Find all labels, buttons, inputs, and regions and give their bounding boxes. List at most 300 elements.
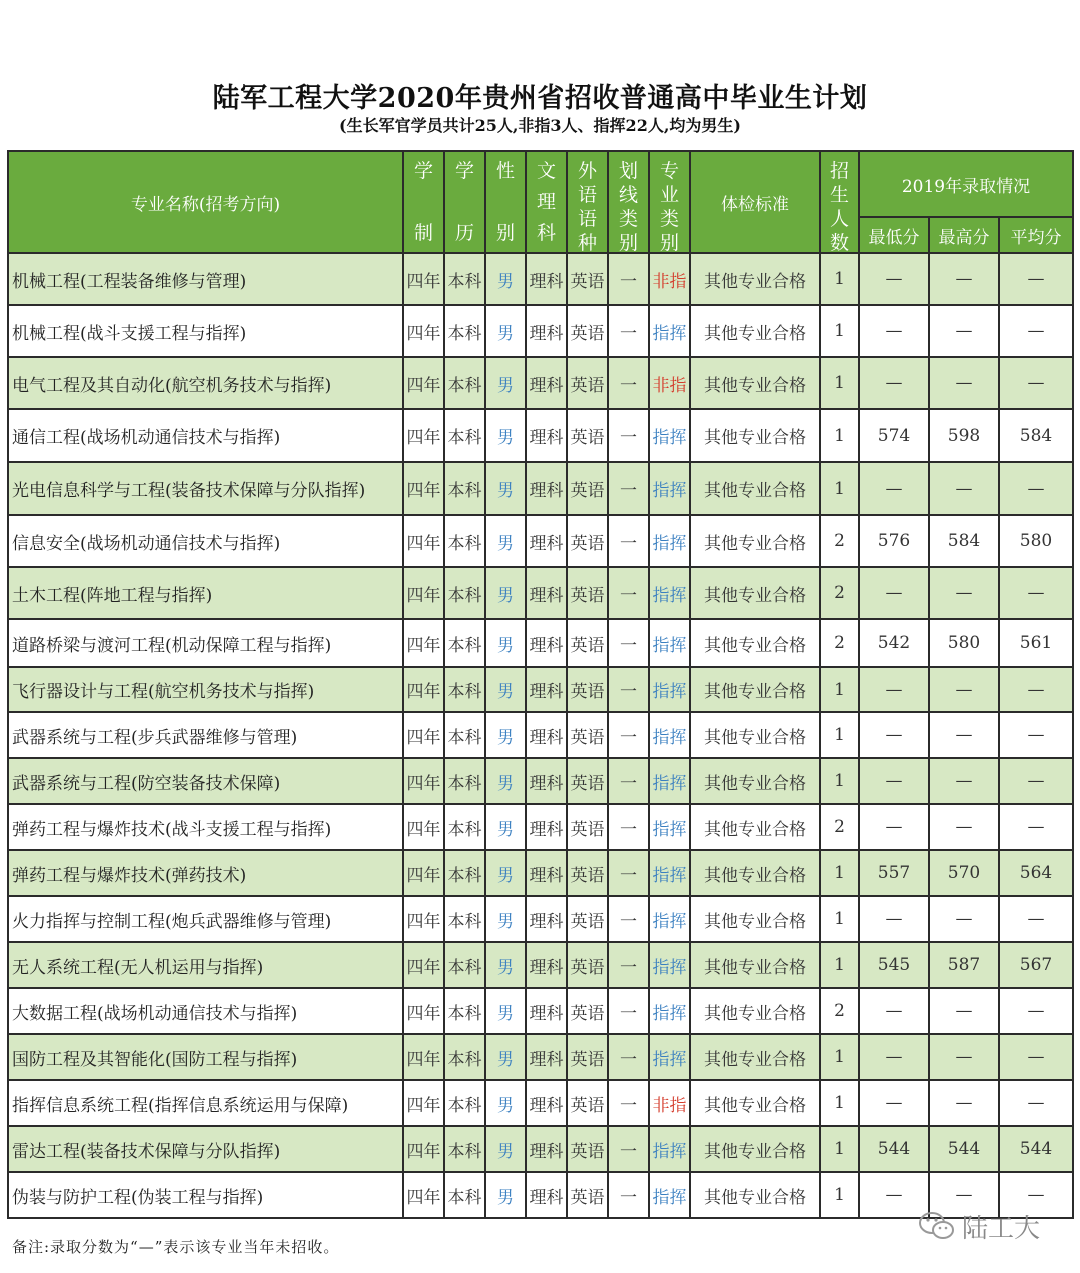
min-score-cell: — [859, 462, 929, 515]
quota-cell: 1 [820, 1034, 859, 1080]
wenli-cell: 理科 [526, 758, 567, 804]
physical-standard-cell: 其他专业合格 [690, 1172, 820, 1218]
gender-cell: 男 [485, 357, 526, 409]
major-name-cell: 通信工程(战场机动通信技术与指挥) [8, 409, 403, 462]
min-score-cell: — [859, 1172, 929, 1218]
physical-standard-cell: 其他专业合格 [690, 942, 820, 988]
language-cell: 英语 [567, 515, 608, 567]
language-cell: 英语 [567, 357, 608, 409]
language-cell: 英语 [567, 712, 608, 758]
min-score-cell: — [859, 567, 929, 619]
max-score-cell: 544 [929, 1126, 999, 1172]
gender-cell: 男 [485, 305, 526, 357]
line-type-cell: 一 [608, 1126, 649, 1172]
physical-standard-cell: 其他专业合格 [690, 305, 820, 357]
language-cell: 英语 [567, 942, 608, 988]
line-type-cell: 一 [608, 667, 649, 712]
table-row [8, 850, 1073, 896]
xuezhi-cell: 四年 [403, 1126, 444, 1172]
xuezhi-cell: 四年 [403, 305, 444, 357]
wenli-cell: 理科 [526, 988, 567, 1034]
wenli-cell: 理科 [526, 804, 567, 850]
enrollment-table [7, 150, 1074, 1219]
xuezhi-cell: 四年 [403, 896, 444, 942]
language-cell: 英语 [567, 896, 608, 942]
min-score-cell: — [859, 896, 929, 942]
physical-standard-cell: 其他专业合格 [690, 712, 820, 758]
min-score-cell: — [859, 305, 929, 357]
avg-score-cell: — [999, 305, 1073, 357]
physical-standard-cell: 其他专业合格 [690, 804, 820, 850]
table-row [8, 357, 1073, 409]
physical-standard-cell: 其他专业合格 [690, 850, 820, 896]
major-type-cell: 非指 [649, 357, 690, 409]
avg-score-cell: 544 [999, 1126, 1073, 1172]
physical-standard-cell: 其他专业合格 [690, 1080, 820, 1126]
gender-cell: 男 [485, 253, 526, 305]
language-cell: 英语 [567, 1034, 608, 1080]
table-row [8, 1126, 1073, 1172]
header-huaxian: 划 线 类 别 [608, 151, 649, 253]
max-score-cell: — [929, 667, 999, 712]
quota-cell: 2 [820, 988, 859, 1034]
header-tijian: 体检标准 [690, 151, 820, 253]
header-waiyu: 外 语 语 种 [567, 151, 608, 253]
table-row [8, 758, 1073, 804]
max-score-cell: — [929, 712, 999, 758]
wechat-icon [918, 1210, 956, 1242]
xuezhi-cell: 四年 [403, 1034, 444, 1080]
table-row [8, 305, 1073, 357]
major-type-cell: 指挥 [649, 305, 690, 357]
xuezhi-cell: 四年 [403, 357, 444, 409]
physical-standard-cell: 其他专业合格 [690, 462, 820, 515]
avg-score-cell: — [999, 758, 1073, 804]
language-cell: 英语 [567, 850, 608, 896]
avg-score-cell: 567 [999, 942, 1073, 988]
major-name-cell: 弹药工程与爆炸技术(战斗支援工程与指挥) [8, 804, 403, 850]
gender-cell: 男 [485, 896, 526, 942]
line-type-cell: 一 [608, 1172, 649, 1218]
major-type-cell: 指挥 [649, 896, 690, 942]
wenli-cell: 理科 [526, 462, 567, 515]
max-score-cell: — [929, 758, 999, 804]
watermark-text: 陆工大 [962, 1213, 1041, 1244]
min-score-cell: — [859, 988, 929, 1034]
min-score-cell: — [859, 253, 929, 305]
min-score-cell: 545 [859, 942, 929, 988]
max-score-cell: — [929, 1080, 999, 1126]
major-type-cell: 指挥 [649, 1034, 690, 1080]
wenli-cell: 理科 [526, 896, 567, 942]
max-score-cell: 580 [929, 619, 999, 667]
major-name-cell: 大数据工程(战场机动通信技术与指挥) [8, 988, 403, 1034]
quota-cell: 1 [820, 942, 859, 988]
max-score-cell: — [929, 1034, 999, 1080]
xuezhi-cell: 四年 [403, 409, 444, 462]
xuezhi-cell: 四年 [403, 804, 444, 850]
wenli-cell: 理科 [526, 567, 567, 619]
line-type-cell: 一 [608, 804, 649, 850]
quota-cell: 1 [820, 305, 859, 357]
wenli-cell: 理科 [526, 253, 567, 305]
avg-score-cell: — [999, 1034, 1073, 1080]
min-score-cell: 574 [859, 409, 929, 462]
language-cell: 英语 [567, 667, 608, 712]
physical-standard-cell: 其他专业合格 [690, 758, 820, 804]
xueli-cell: 本科 [444, 1172, 485, 1218]
xuezhi-cell: 四年 [403, 567, 444, 619]
line-type-cell: 一 [608, 758, 649, 804]
min-score-cell: — [859, 804, 929, 850]
gender-cell: 男 [485, 988, 526, 1034]
max-score-cell: — [929, 305, 999, 357]
table-header [8, 151, 1073, 253]
xuezhi-cell: 四年 [403, 758, 444, 804]
xueli-cell: 本科 [444, 942, 485, 988]
xueli-cell: 本科 [444, 758, 485, 804]
min-score-cell: — [859, 357, 929, 409]
xueli-cell: 本科 [444, 515, 485, 567]
major-name-cell: 机械工程(战斗支援工程与指挥) [8, 305, 403, 357]
header-avg-score: 平均分 [999, 217, 1073, 253]
table-row [8, 462, 1073, 515]
header-xingbie: 性 别 [485, 151, 526, 253]
quota-cell: 1 [820, 758, 859, 804]
wenli-cell: 理科 [526, 515, 567, 567]
min-score-cell: 557 [859, 850, 929, 896]
physical-standard-cell: 其他专业合格 [690, 515, 820, 567]
table-row [8, 942, 1073, 988]
gender-cell: 男 [485, 619, 526, 667]
gender-cell: 男 [485, 1034, 526, 1080]
language-cell: 英语 [567, 462, 608, 515]
language-cell: 英语 [567, 619, 608, 667]
major-type-cell: 指挥 [649, 804, 690, 850]
line-type-cell: 一 [608, 462, 649, 515]
avg-score-cell: — [999, 804, 1073, 850]
max-score-cell: — [929, 988, 999, 1034]
avg-score-cell: — [999, 667, 1073, 712]
table-row [8, 409, 1073, 462]
table-row [8, 1080, 1073, 1126]
xuezhi-cell: 四年 [403, 1172, 444, 1218]
max-score-cell: 598 [929, 409, 999, 462]
physical-standard-cell: 其他专业合格 [690, 667, 820, 712]
line-type-cell: 一 [608, 988, 649, 1034]
gender-cell: 男 [485, 1126, 526, 1172]
quota-cell: 1 [820, 1126, 859, 1172]
max-score-cell: 584 [929, 515, 999, 567]
table-row [8, 515, 1073, 567]
physical-standard-cell: 其他专业合格 [690, 1126, 820, 1172]
line-type-cell: 一 [608, 1080, 649, 1126]
xueli-cell: 本科 [444, 462, 485, 515]
gender-cell: 男 [485, 1080, 526, 1126]
major-type-cell: 非指 [649, 253, 690, 305]
wenli-cell: 理科 [526, 667, 567, 712]
avg-score-cell: — [999, 462, 1073, 515]
gender-cell: 男 [485, 462, 526, 515]
min-score-cell: — [859, 667, 929, 712]
wenli-cell: 理科 [526, 1126, 567, 1172]
max-score-cell: — [929, 462, 999, 515]
gender-cell: 男 [485, 1172, 526, 1218]
gender-cell: 男 [485, 804, 526, 850]
language-cell: 英语 [567, 253, 608, 305]
quota-cell: 1 [820, 409, 859, 462]
gender-cell: 男 [485, 758, 526, 804]
major-name-cell: 伪装与防护工程(伪装工程与指挥) [8, 1172, 403, 1218]
major-name-cell: 国防工程及其智能化(国防工程与指挥) [8, 1034, 403, 1080]
wenli-cell: 理科 [526, 712, 567, 758]
header-wenli: 文 理 科 [526, 151, 567, 253]
xuezhi-cell: 四年 [403, 619, 444, 667]
wenli-cell: 理科 [526, 1034, 567, 1080]
xuezhi-cell: 四年 [403, 667, 444, 712]
major-type-cell: 指挥 [649, 619, 690, 667]
major-name-cell: 指挥信息系统工程(指挥信息系统运用与保障) [8, 1080, 403, 1126]
wenli-cell: 理科 [526, 409, 567, 462]
major-name-cell: 飞行器设计与工程(航空机务技术与指挥) [8, 667, 403, 712]
avg-score-cell: — [999, 357, 1073, 409]
avg-score-cell: 584 [999, 409, 1073, 462]
xueli-cell: 本科 [444, 409, 485, 462]
physical-standard-cell: 其他专业合格 [690, 253, 820, 305]
avg-score-cell: — [999, 988, 1073, 1034]
major-name-cell: 电气工程及其自动化(航空机务技术与指挥) [8, 357, 403, 409]
xueli-cell: 本科 [444, 567, 485, 619]
header-major-name: 专业名称(招考方向) [8, 151, 403, 253]
xueli-cell: 本科 [444, 896, 485, 942]
header-record-2019: 2019年录取情况 [859, 151, 1073, 217]
table-row [8, 1172, 1073, 1218]
quota-cell: 1 [820, 253, 859, 305]
line-type-cell: 一 [608, 942, 649, 988]
major-name-cell: 机械工程(工程装备维修与管理) [8, 253, 403, 305]
language-cell: 英语 [567, 1172, 608, 1218]
max-score-cell: — [929, 896, 999, 942]
gender-cell: 男 [485, 850, 526, 896]
xueli-cell: 本科 [444, 804, 485, 850]
major-type-cell: 指挥 [649, 409, 690, 462]
max-score-cell: — [929, 804, 999, 850]
quota-cell: 1 [820, 357, 859, 409]
table-row [8, 988, 1073, 1034]
avg-score-cell: 561 [999, 619, 1073, 667]
avg-score-cell: — [999, 896, 1073, 942]
xuezhi-cell: 四年 [403, 988, 444, 1034]
min-score-cell: — [859, 758, 929, 804]
gender-cell: 男 [485, 667, 526, 712]
physical-standard-cell: 其他专业合格 [690, 409, 820, 462]
language-cell: 英语 [567, 1126, 608, 1172]
major-type-cell: 指挥 [649, 850, 690, 896]
major-name-cell: 无人系统工程(无人机运用与指挥) [8, 942, 403, 988]
xueli-cell: 本科 [444, 1126, 485, 1172]
wenli-cell: 理科 [526, 1172, 567, 1218]
language-cell: 英语 [567, 804, 608, 850]
physical-standard-cell: 其他专业合格 [690, 896, 820, 942]
avg-score-cell: — [999, 712, 1073, 758]
line-type-cell: 一 [608, 409, 649, 462]
major-type-cell: 非指 [649, 1080, 690, 1126]
gender-cell: 男 [485, 409, 526, 462]
xuezhi-cell: 四年 [403, 1080, 444, 1126]
quota-cell: 1 [820, 896, 859, 942]
page-title: 陆军工程大学2020年贵州省招收普通高中毕业生计划 [212, 83, 868, 114]
header-zhaosheng: 招 生 人 数 [820, 151, 859, 253]
header-min-score: 最低分 [859, 217, 929, 253]
major-type-cell: 指挥 [649, 942, 690, 988]
avg-score-cell: 580 [999, 515, 1073, 567]
max-score-cell: — [929, 253, 999, 305]
gender-cell: 男 [485, 942, 526, 988]
min-score-cell: 542 [859, 619, 929, 667]
quota-cell: 1 [820, 712, 859, 758]
quota-cell: 1 [820, 1172, 859, 1218]
quota-cell: 2 [820, 804, 859, 850]
major-type-cell: 指挥 [649, 515, 690, 567]
table-row [8, 667, 1073, 712]
quota-cell: 2 [820, 567, 859, 619]
avg-score-cell: 564 [999, 850, 1073, 896]
min-score-cell: 544 [859, 1126, 929, 1172]
quota-cell: 2 [820, 619, 859, 667]
major-type-cell: 指挥 [649, 462, 690, 515]
xueli-cell: 本科 [444, 712, 485, 758]
gender-cell: 男 [485, 515, 526, 567]
major-type-cell: 指挥 [649, 667, 690, 712]
table-body [8, 253, 1073, 1218]
xuezhi-cell: 四年 [403, 253, 444, 305]
physical-standard-cell: 其他专业合格 [690, 619, 820, 667]
major-type-cell: 指挥 [649, 758, 690, 804]
xueli-cell: 本科 [444, 253, 485, 305]
major-name-cell: 信息安全(战场机动通信技术与指挥) [8, 515, 403, 567]
major-name-cell: 武器系统与工程(防空装备技术保障) [8, 758, 403, 804]
line-type-cell: 一 [608, 515, 649, 567]
max-score-cell: 587 [929, 942, 999, 988]
major-type-cell: 指挥 [649, 567, 690, 619]
header-xueli: 学 历 [444, 151, 485, 253]
header-zhuanye: 专 业 类 别 [649, 151, 690, 253]
language-cell: 英语 [567, 409, 608, 462]
xueli-cell: 本科 [444, 850, 485, 896]
major-type-cell: 指挥 [649, 988, 690, 1034]
line-type-cell: 一 [608, 357, 649, 409]
line-type-cell: 一 [608, 305, 649, 357]
wenli-cell: 理科 [526, 942, 567, 988]
table-row [8, 896, 1073, 942]
avg-score-cell: — [999, 253, 1073, 305]
major-name-cell: 火力指挥与控制工程(炮兵武器维修与管理) [8, 896, 403, 942]
line-type-cell: 一 [608, 712, 649, 758]
max-score-cell: — [929, 1172, 999, 1218]
xueli-cell: 本科 [444, 1080, 485, 1126]
wenli-cell: 理科 [526, 619, 567, 667]
xuezhi-cell: 四年 [403, 850, 444, 896]
xueli-cell: 本科 [444, 619, 485, 667]
wenli-cell: 理科 [526, 357, 567, 409]
language-cell: 英语 [567, 567, 608, 619]
footnote: 备注:录取分数为“—”表示该专业当年未招收。 [12, 1238, 340, 1256]
table-row [8, 712, 1073, 758]
line-type-cell: 一 [608, 253, 649, 305]
line-type-cell: 一 [608, 567, 649, 619]
table-row [8, 804, 1073, 850]
table-row [8, 1034, 1073, 1080]
wenli-cell: 理科 [526, 1080, 567, 1126]
language-cell: 英语 [567, 1080, 608, 1126]
major-name-cell: 道路桥梁与渡河工程(机动保障工程与指挥) [8, 619, 403, 667]
major-type-cell: 指挥 [649, 712, 690, 758]
avg-score-cell: — [999, 1080, 1073, 1126]
wenli-cell: 理科 [526, 850, 567, 896]
line-type-cell: 一 [608, 1034, 649, 1080]
header-max-score: 最高分 [929, 217, 999, 253]
physical-standard-cell: 其他专业合格 [690, 567, 820, 619]
physical-standard-cell: 其他专业合格 [690, 357, 820, 409]
line-type-cell: 一 [608, 619, 649, 667]
xueli-cell: 本科 [444, 357, 485, 409]
major-name-cell: 雷达工程(装备技术保障与分队指挥) [8, 1126, 403, 1172]
page-subtitle: (生长军官学员共计25人,非指3人、指挥22人,均为男生) [339, 116, 741, 135]
xuezhi-cell: 四年 [403, 515, 444, 567]
xuezhi-cell: 四年 [403, 462, 444, 515]
wenli-cell: 理科 [526, 305, 567, 357]
major-type-cell: 指挥 [649, 1172, 690, 1218]
max-score-cell: 570 [929, 850, 999, 896]
avg-score-cell: — [999, 1172, 1073, 1218]
physical-standard-cell: 其他专业合格 [690, 988, 820, 1034]
max-score-cell: — [929, 357, 999, 409]
gender-cell: 男 [485, 712, 526, 758]
xuezhi-cell: 四年 [403, 712, 444, 758]
avg-score-cell: — [999, 567, 1073, 619]
language-cell: 英语 [567, 988, 608, 1034]
xueli-cell: 本科 [444, 667, 485, 712]
max-score-cell: — [929, 567, 999, 619]
quota-cell: 1 [820, 850, 859, 896]
line-type-cell: 一 [608, 850, 649, 896]
min-score-cell: 576 [859, 515, 929, 567]
major-name-cell: 光电信息科学与工程(装备技术保障与分队指挥) [8, 462, 403, 515]
watermark [918, 1206, 1058, 1246]
table-row [8, 619, 1073, 667]
language-cell: 英语 [567, 758, 608, 804]
header-xuezhi: 学 制 [403, 151, 444, 253]
quota-cell: 1 [820, 1080, 859, 1126]
quota-cell: 1 [820, 462, 859, 515]
major-name-cell: 土木工程(阵地工程与指挥) [8, 567, 403, 619]
language-cell: 英语 [567, 305, 608, 357]
min-score-cell: — [859, 1034, 929, 1080]
min-score-cell: — [859, 712, 929, 758]
quota-cell: 1 [820, 667, 859, 712]
gender-cell: 男 [485, 567, 526, 619]
xuezhi-cell: 四年 [403, 942, 444, 988]
major-name-cell: 弹药工程与爆炸技术(弹药技术) [8, 850, 403, 896]
min-score-cell: — [859, 1080, 929, 1126]
major-type-cell: 指挥 [649, 1126, 690, 1172]
quota-cell: 2 [820, 515, 859, 567]
physical-standard-cell: 其他专业合格 [690, 1034, 820, 1080]
table-row [8, 567, 1073, 619]
xueli-cell: 本科 [444, 305, 485, 357]
table-row [8, 253, 1073, 305]
line-type-cell: 一 [608, 896, 649, 942]
